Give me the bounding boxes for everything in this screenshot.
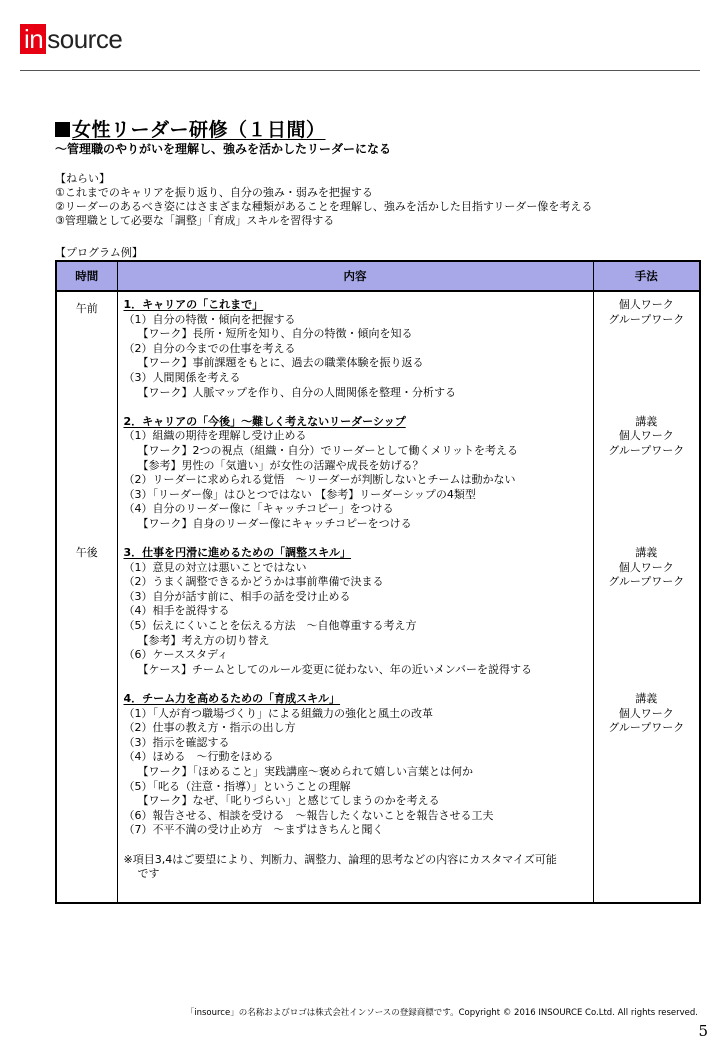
method-item: グループワーク: [608, 443, 685, 457]
page-title: [55, 115, 326, 142]
method-item: 個人ワーク: [618, 298, 674, 311]
section-gap: [124, 838, 593, 853]
content-cell: [117, 291, 593, 903]
content-line: （1）自分の特徴・傾向を把握する: [123, 312, 296, 326]
content-line: （1）組織の期待を理解し受け止める: [123, 429, 307, 443]
content-line: （3）自分が話す前に、相手の話を受け止める: [123, 589, 351, 603]
content-line: （6）ケーススタディ: [123, 648, 229, 662]
method-item: 個人ワーク: [618, 706, 674, 720]
content-line: 【ワーク】2つの視点（組織・自分）でリーダーとして働くメリットを考える: [137, 443, 519, 457]
section-gap: [124, 532, 593, 547]
aim-item: ①これまでのキャリアを振り返り、自分の強み・弱みを把握する: [55, 186, 373, 199]
aims-block: [55, 172, 592, 228]
program-table: [55, 260, 701, 904]
method-cell: [593, 291, 700, 903]
method-item: グループワーク: [608, 721, 685, 735]
title-text: 女性リーダー研修（１日間）: [72, 119, 326, 141]
page-subtitle: ～管理職のやりがいを理解し、強みを活かしたリーダーになる: [55, 142, 392, 156]
content-line: （2）自分の今までの仕事を考える: [123, 341, 296, 355]
method-block: [594, 546, 700, 590]
logo-in-part: in: [20, 24, 46, 54]
time-afternoon: 午後: [75, 546, 98, 559]
content-line: 【ワーク】長所・短所を知り、自分の特徴・傾向を知る: [137, 327, 413, 341]
content-line: （2）リーダーに求められる覚悟 ～リーダーが判断しないとチームは動かない: [123, 473, 516, 487]
square-bullet-icon: [55, 122, 70, 137]
content-line: （1）「人が育つ職場づくり」による組織力の強化と風土の改革: [123, 706, 433, 720]
footer-copyright: 「insource」の名称およびロゴは株式会社インソースの登録商標です。Copyright © 2016 INSOURCE Co.Ltd. All rights reserved.: [185, 1008, 698, 1018]
method-block: [594, 692, 700, 736]
content-line: 【参考】男性の「気遣い」が女性の活躍や成長を妨げる？: [137, 458, 424, 472]
header-time: 時間: [56, 261, 117, 291]
content-line: （4）ほめる ～行動をほめる: [123, 750, 274, 764]
program-label: 【プログラム例】: [55, 246, 143, 259]
section-heading: 3．仕事を円滑に進めるための「調整スキル」: [123, 546, 352, 560]
aim-item: ③管理職として必要な「調整」「育成」スキルを習得する: [55, 214, 335, 227]
content-line: （3）人間関係を考える: [123, 370, 241, 384]
section-heading: 2．キャリアの「今後」～難しく考えないリーダーシップ: [123, 414, 406, 428]
content-line: 【ワーク】自身のリーダー像にキャッチコピーをつける: [137, 516, 412, 530]
content-line: （7）不平不満の受け止め方 ～まずはきちんと聞く: [123, 823, 384, 837]
content-line: （3）指示を確認する: [123, 735, 230, 749]
customization-note-cont: です: [137, 867, 160, 881]
table-header-row: [56, 261, 700, 291]
content-line: （6）報告させる、相談を受ける ～報告したくないことを報告させる工夫: [123, 808, 494, 822]
method-item: グループワーク: [608, 575, 685, 589]
header-content: 内容: [117, 261, 593, 291]
page-number: 5: [698, 1022, 708, 1040]
method-item: 個人ワーク: [618, 560, 674, 574]
header-divider: [20, 70, 700, 71]
method-block: [594, 415, 700, 459]
content-line: 【ワーク】なぜ、「叱りづらい」と感じてしまうのかを考える: [137, 794, 440, 808]
method-item: 個人ワーク: [618, 429, 674, 443]
content-line: （5）「叱る（注意・指導）」ということの理解: [123, 779, 351, 793]
content-line: 【参考】考え方の切り替え: [137, 633, 270, 647]
method-block: [594, 298, 700, 327]
content-line: 【ワーク】人脈マップを作り、自分の人間関係を整理・分析する: [137, 385, 457, 399]
section-gap: [124, 400, 593, 415]
content-line: （2）仕事の教え方・指示の出し方: [123, 721, 296, 735]
method-item: 講義: [635, 414, 658, 428]
content-line: 【ケース】チームとしてのルール変更に従わない、年の近いメンバーを説得する: [137, 662, 532, 676]
content-line: （1）意見の対立は悪いことではない: [123, 560, 307, 574]
content-line: （4）相手を説得する: [123, 604, 230, 618]
section-heading: 4．チーム力を高めるための「育成スキル」: [123, 692, 341, 706]
time-morning: 午前: [75, 302, 98, 315]
content-line: （2）うまく調整できるかどうかは事前準備で決まる: [123, 575, 384, 589]
content-line: （3）「リーダー像」はひとつではない 【参考】リーダーシップの4類型: [123, 487, 476, 501]
content-line: （5）伝えにくいことを伝える方法 ～自他尊重する考え方: [123, 619, 417, 633]
section-heading: 1．キャリアの「これまで」: [123, 298, 264, 311]
method-item: 講義: [635, 546, 658, 560]
aim-item: ②リーダーのあるべき姿にはさまざまな種類があることを理解し、強みを活かした目指すリーダー像を考える: [55, 200, 593, 213]
customization-note: ※項目3,4はご要望により、判断力、調整力、論理的思考などの内容にカスタマイズ可能: [123, 852, 557, 866]
time-cell: [56, 291, 117, 903]
header-method: 手法: [593, 261, 700, 291]
content-line: （4）自分のリーダー像に「キャッチコピー」をつける: [123, 502, 394, 516]
method-item: 講義: [635, 692, 658, 706]
content-line: 【ワーク】事前課題をもとに、過去の職業体験を振り返る: [137, 356, 424, 370]
aims-label: 【ねらい】: [55, 172, 110, 185]
insource-logo: [20, 24, 122, 54]
content-line: 【ワーク】「ほめること」実践講座～褒められて嬉しい言葉とは何か: [137, 765, 473, 778]
method-item: グループワーク: [608, 312, 685, 326]
table-body-row: [56, 291, 700, 903]
section-gap: [124, 677, 593, 692]
logo-source-part: source: [47, 24, 123, 54]
